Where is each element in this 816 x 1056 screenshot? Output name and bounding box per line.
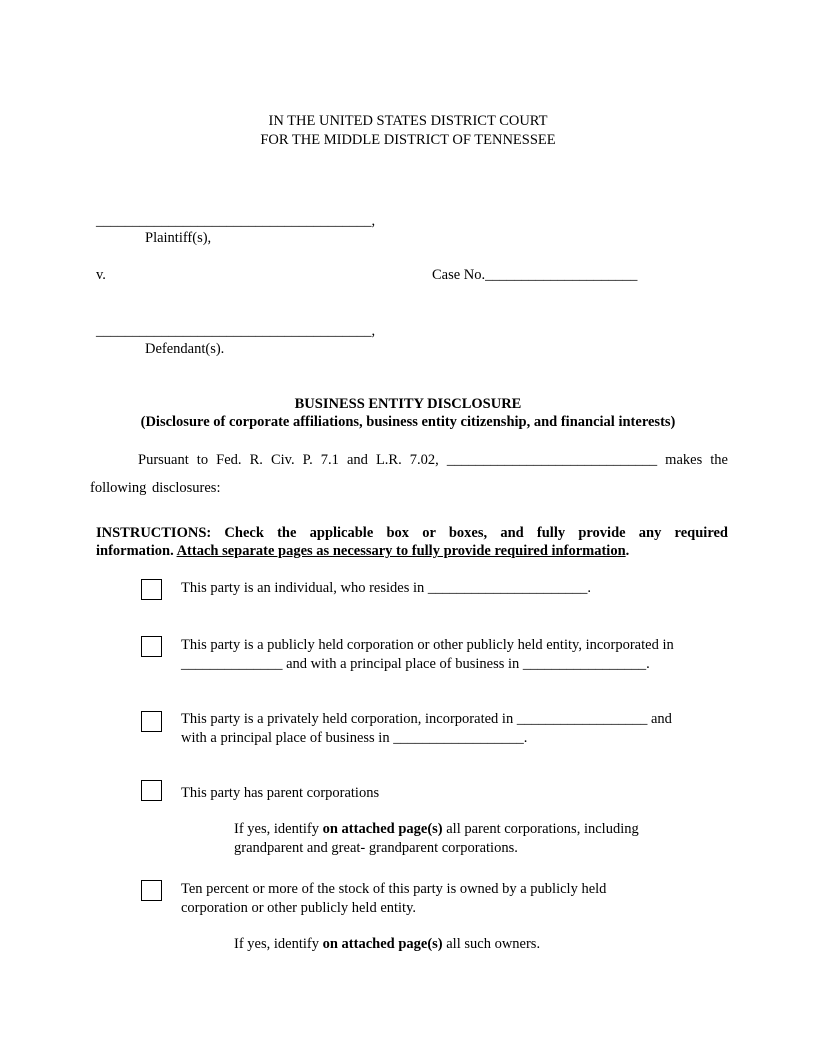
case-number-field[interactable] <box>432 267 637 284</box>
stock-ownership-note <box>234 936 540 953</box>
individual-checkbox[interactable] <box>141 579 162 600</box>
parent-corporations-text: This party has parent corporations <box>181 785 380 801</box>
case-number-label: Case No. <box>432 267 486 283</box>
parent-note-bold: on attached page(s) <box>322 821 443 837</box>
case-number-blank[interactable]: _____________________ <box>485 267 638 283</box>
stock-note-prefix: If yes, identify <box>234 936 319 952</box>
intro-suffix: makes the <box>665 452 728 468</box>
stock-note-suffix: all such owners. <box>446 936 541 952</box>
public-corporation-line2: ______________ and with a principal place of business in _________________. <box>181 656 650 672</box>
instructions-line2 <box>96 543 629 560</box>
private-corporation-line1: This party is a privately held corporation, incorporated in __________________ and <box>181 711 672 727</box>
document-subtitle: (Disclosure of corporate affiliations, business entity citizenship, and financial interests) <box>140 414 676 430</box>
intro-line2: following disclosures: <box>90 480 221 496</box>
public-corporation-line1: This party is a publicly held corporation or other publicly held entity, incorporated in <box>181 637 674 653</box>
stock-ownership-line1: Ten percent or more of the stock of this party is owned by a publicly held <box>181 881 607 897</box>
individual-option-text: This party is an individual, who resides in ______________________. <box>181 580 591 596</box>
plaintiff-label: Plaintiff(s), <box>145 230 212 246</box>
parent-note-suffix: all parent corporations, including <box>446 821 639 837</box>
parent-corporations-note <box>234 821 639 838</box>
court-name-line1: IN THE UNITED STATES DISTRICT COURT <box>268 113 548 129</box>
parent-corporations-checkbox[interactable] <box>141 780 162 801</box>
defendant-label: Defendant(s). <box>145 341 225 357</box>
private-corporation-line2: with a principal place of business in __________________. <box>181 730 528 746</box>
instructions-bold-word: information. <box>96 543 174 559</box>
document-title: BUSINESS ENTITY DISCLOSURE <box>294 396 522 412</box>
intro-prefix: Pursuant to Fed. R. Civ. P. 7.1 and L.R. 7.02, <box>138 452 439 468</box>
instructions-period: . <box>625 543 630 559</box>
public-corporation-checkbox[interactable] <box>141 636 162 657</box>
party-name-blank[interactable]: _____________________________ <box>446 452 658 468</box>
plaintiff-blank[interactable]: ______________________________________, <box>96 213 376 229</box>
stock-ownership-line2: corporation or other publicly held entity. <box>181 900 417 916</box>
intro-line1 <box>138 452 728 469</box>
stock-ownership-checkbox[interactable] <box>141 880 162 901</box>
instructions-underlined: Attach separate pages as necessary to fully provide required information <box>176 543 626 559</box>
court-name-line2: FOR THE MIDDLE DISTRICT OF TENNESSEE <box>260 132 556 148</box>
parent-corporations-note-line2: grandparent and great- grandparent corporations. <box>234 840 518 856</box>
versus-label: v. <box>96 267 106 283</box>
parent-note-prefix: If yes, identify <box>234 821 319 837</box>
instructions-line1: INSTRUCTIONS: Check the applicable box or boxes, and fully provide any required <box>96 525 728 541</box>
private-corporation-checkbox[interactable] <box>141 711 162 732</box>
defendant-blank[interactable]: ______________________________________, <box>96 323 376 339</box>
stock-note-bold: on attached page(s) <box>322 936 443 952</box>
